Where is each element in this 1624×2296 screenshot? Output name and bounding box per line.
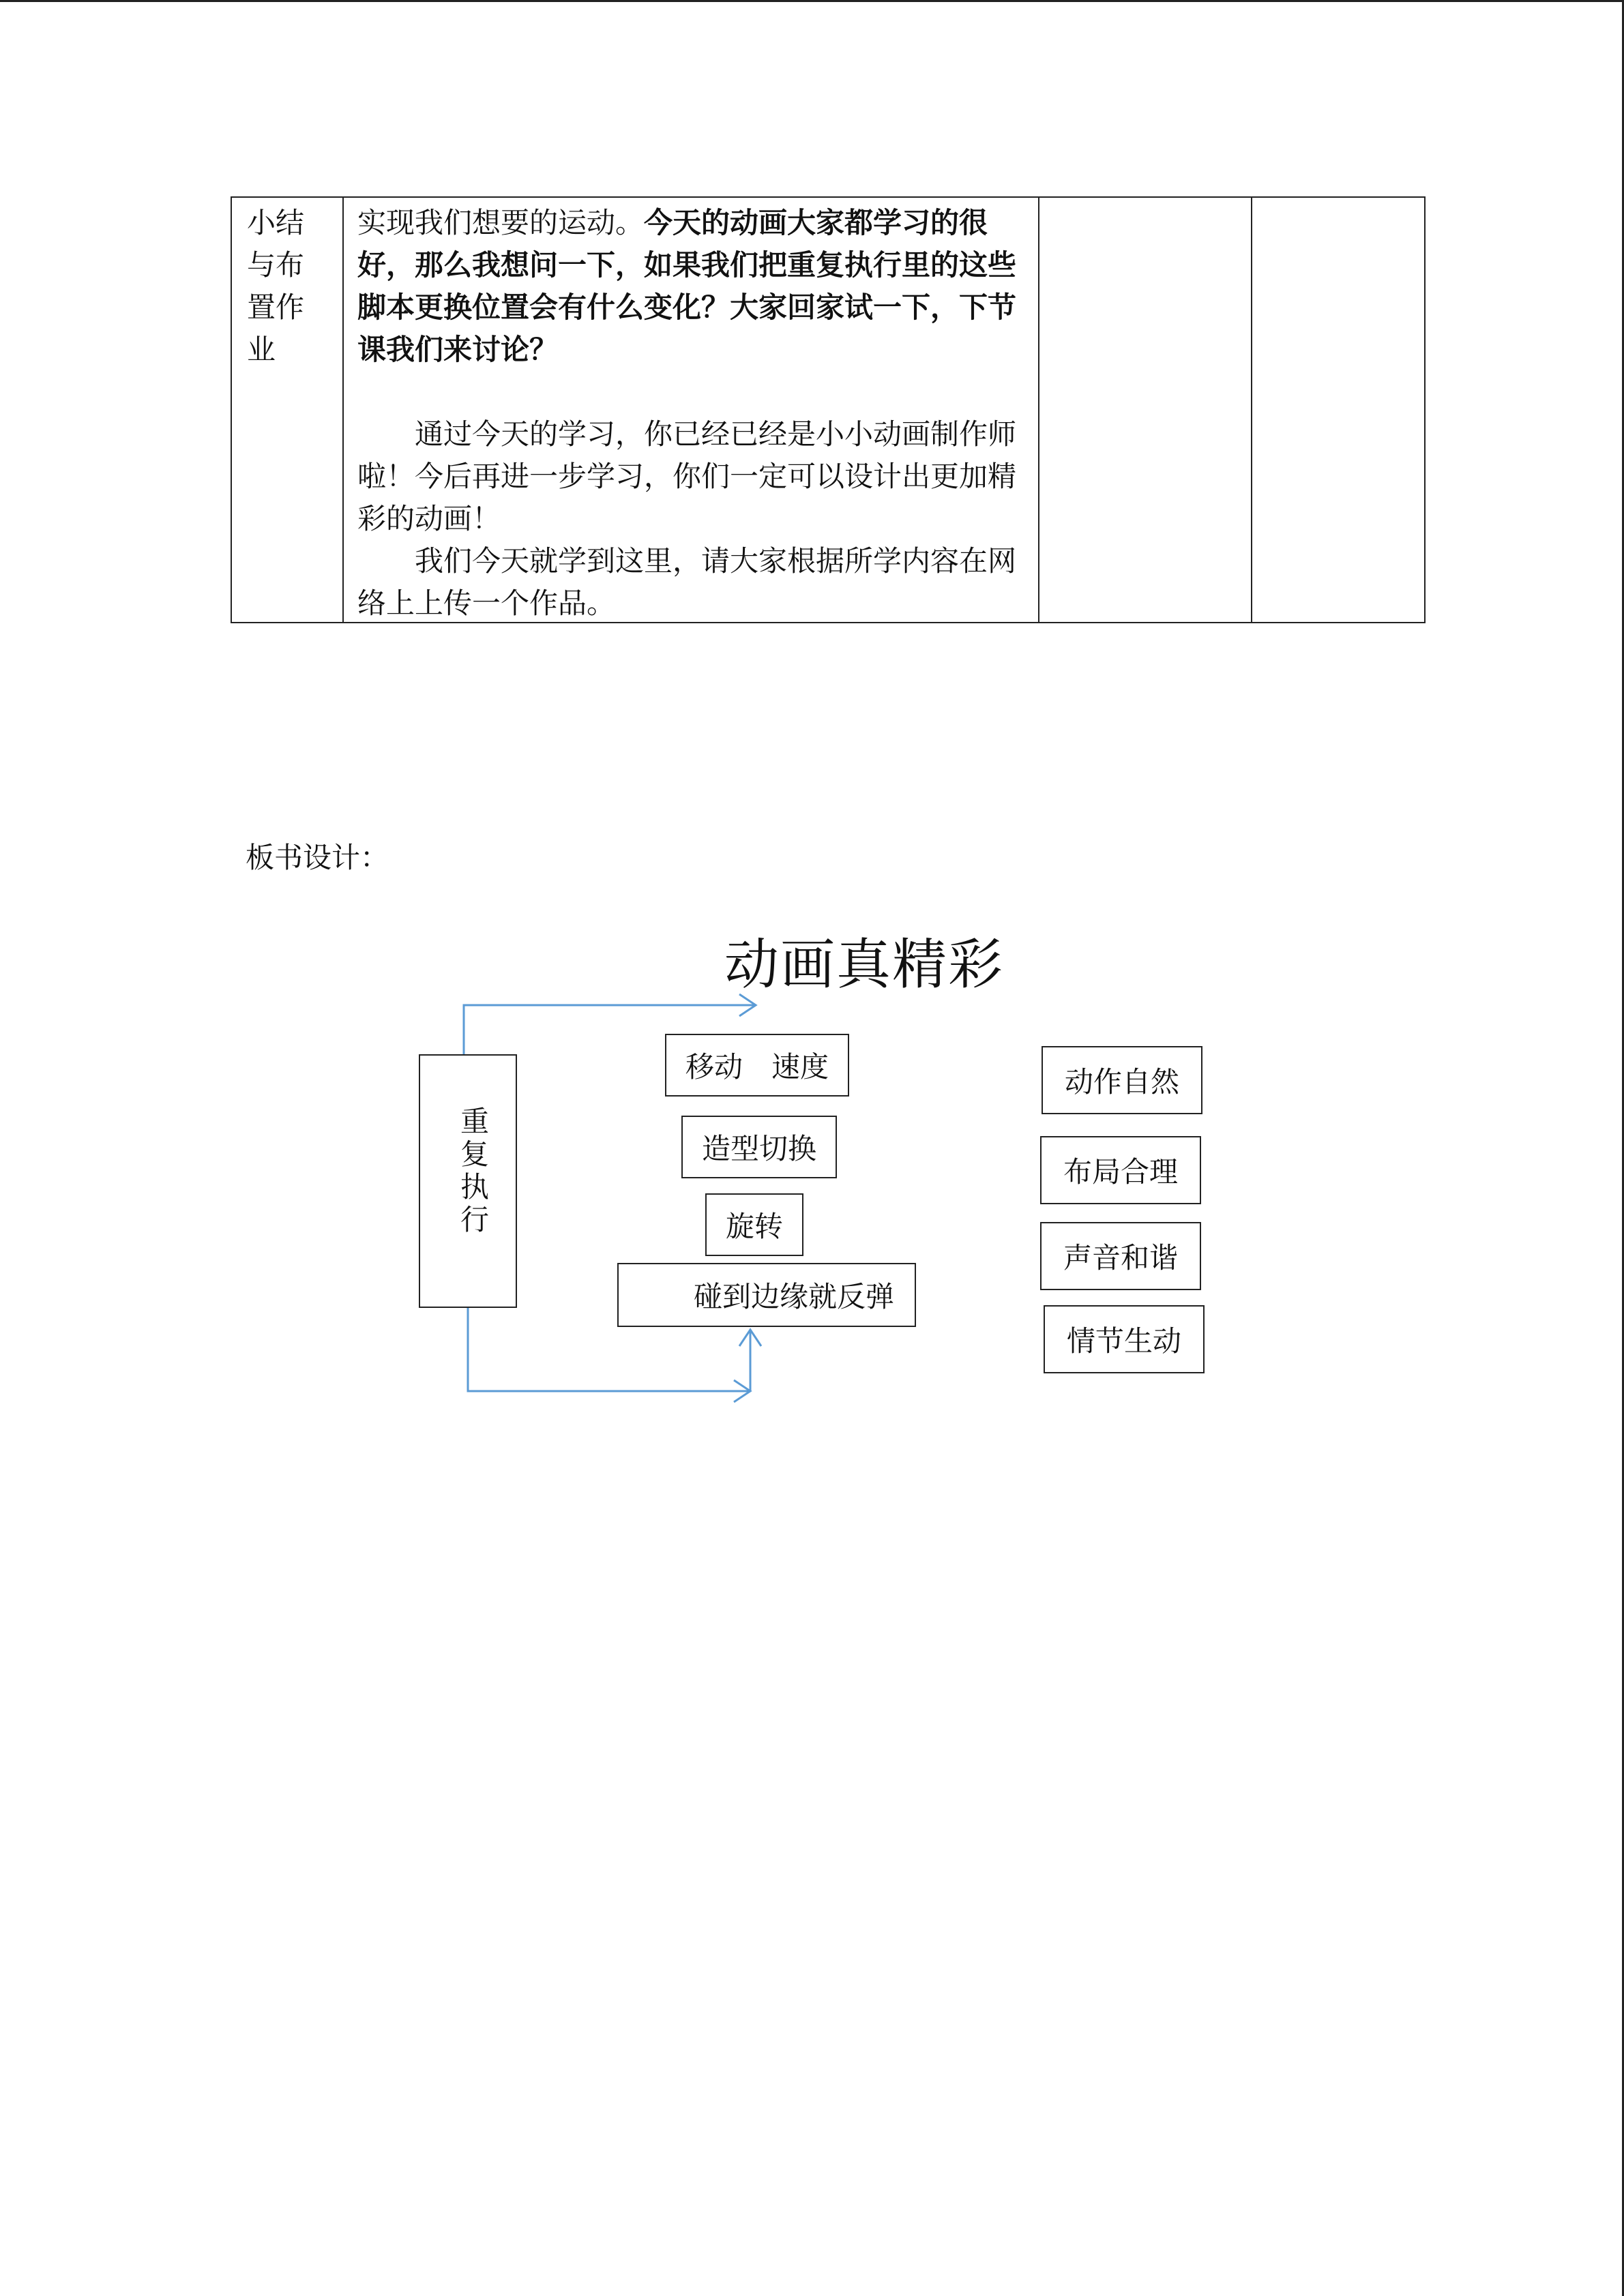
table-cell-content	[357, 202, 1026, 625]
content-line: 络上上传一个作品。	[357, 586, 616, 620]
stage-line: 小结	[247, 206, 305, 239]
criterion-vivid-plot: 情节生动	[1044, 1305, 1205, 1373]
repeat-char: 重	[460, 1105, 489, 1138]
content-line: 我们今天就学到这里，请大家根据所学内容在网	[415, 544, 1017, 578]
table-column-divider	[342, 198, 344, 622]
repeat-char: 行	[460, 1203, 489, 1236]
repeat-char: 执	[460, 1170, 489, 1204]
table-column-divider	[1038, 198, 1039, 622]
content-line: 彩的动画！	[357, 502, 501, 535]
content-line: 通过今天的学习，你已经已经是小小动画制作师	[415, 417, 1017, 451]
lesson-table	[231, 196, 1426, 623]
content-text: 实现我们想要的运动。	[357, 206, 645, 239]
criterion-natural-motion: 动作自然	[1042, 1046, 1202, 1114]
stage-line: 业	[247, 333, 276, 366]
table-column-divider	[1251, 198, 1252, 622]
rotate-block: 旋转	[705, 1193, 803, 1256]
content-bold-text: 今天的动画大家都学习的很	[644, 206, 988, 239]
paragraph-gap	[357, 371, 1026, 413]
content-bold-line: 好，那么我想问一下，如果我们把重复执行里的这些	[357, 248, 1017, 282]
move-speed-block: 移动 速度	[665, 1034, 849, 1097]
stage-line: 置作	[247, 290, 305, 324]
board-title: 动画真精彩	[724, 933, 1004, 996]
costume-switch-block: 造型切换	[681, 1116, 837, 1178]
content-bold-line: 脚本更换位置会有什么变化？大家回家试一下，下节	[357, 290, 1017, 324]
bounce-on-edge-block: 碰到边缘就反弹	[617, 1263, 916, 1327]
repeat-label	[460, 1105, 489, 1236]
up-arrow	[739, 1330, 761, 1391]
criterion-reasonable-layout: 布局合理	[1040, 1136, 1201, 1204]
stage-line: 与布	[247, 248, 305, 282]
content-line: 啦！今后再进一步学习，你们一定可以设计出更加精	[357, 460, 1017, 493]
table-cell-stage	[247, 202, 329, 371]
repeat-char: 复	[460, 1137, 489, 1171]
page-top-border	[0, 0, 1624, 2]
content-bold-line: 课我们来讨论？	[357, 333, 559, 366]
board-design-label: 板书设计：	[246, 841, 389, 874]
repeat-block	[419, 1054, 517, 1308]
criterion-harmonious-sound: 声音和谐	[1040, 1222, 1201, 1290]
content-line	[357, 202, 1026, 244]
